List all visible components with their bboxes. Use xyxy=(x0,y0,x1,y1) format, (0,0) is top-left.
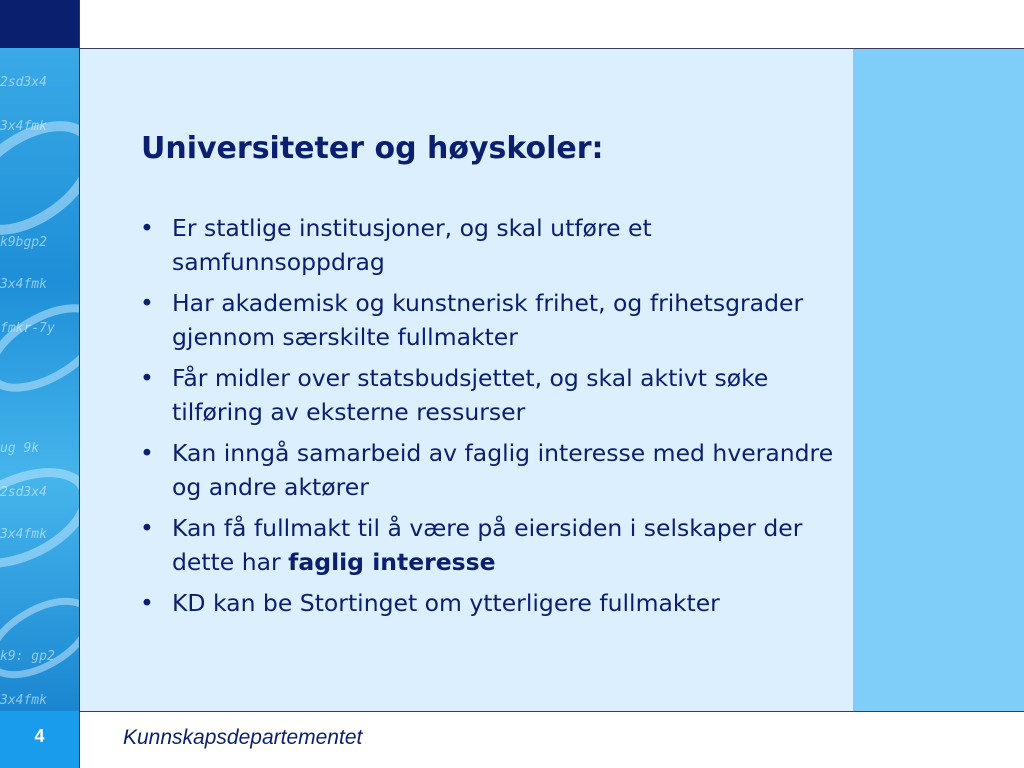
bullet-text: Får midler over statsbudsjettet, og skal aktivt søke tilføring av eksterne ressurser xyxy=(172,364,769,426)
bullet-dot: • xyxy=(140,289,154,317)
bullet-dot: • xyxy=(140,439,154,467)
svg-text:k9: gp2: k9: gp2 xyxy=(0,649,55,664)
svg-text:k9bgp2: k9bgp2 xyxy=(0,235,47,250)
bullet-list xyxy=(140,211,850,627)
bullet-text: Kan inngå samarbeid av faglig interesse med hverandre og andre aktører xyxy=(172,439,834,501)
decorative-pattern-graphic xyxy=(0,48,79,711)
bullet-text: Har akademisk og kunstnerisk frihet, og frihetsgrader gjennom særskilte fullmakter xyxy=(172,289,804,351)
bullet-dot: • xyxy=(140,214,154,242)
footer-divider xyxy=(80,711,1024,712)
svg-text:2sd3x4: 2sd3x4 xyxy=(0,75,47,90)
bullet-text: KD kan be Stortinget om ytterligere fullmakter xyxy=(172,589,720,617)
page-number-box xyxy=(0,711,79,768)
bullet-emphasis: faglig interesse xyxy=(288,548,496,576)
decorative-sidebar xyxy=(0,48,79,711)
svg-text:3x4fmk: 3x4fmk xyxy=(0,527,47,542)
bullet-text: Kan få fullmakt til å være på eiersiden i selskaper der dette har xyxy=(172,514,803,576)
bullet-dot: • xyxy=(140,589,154,617)
svg-text:3x4fmk: 3x4fmk xyxy=(0,119,47,134)
bullet-item xyxy=(140,436,850,504)
bullet-dot: • xyxy=(140,364,154,392)
bullet-item xyxy=(140,286,850,354)
svg-text:3x4fmk: 3x4fmk xyxy=(0,693,47,708)
svg-text:3x4fmk: 3x4fmk xyxy=(0,277,47,292)
slide-title: Universiteter og høyskoler: xyxy=(141,131,604,166)
page-number: 4 xyxy=(34,726,45,746)
bullet-dot: • xyxy=(140,514,154,542)
bullet-item xyxy=(140,586,850,620)
bullet-item xyxy=(140,211,850,279)
bullet-item xyxy=(140,361,850,429)
header-corner-block xyxy=(0,0,79,48)
header-area xyxy=(80,0,1024,48)
bullet-text: Er statlige institusjoner, og skal utføre et samfunnsoppdrag xyxy=(172,214,652,276)
svg-text:2sd3x4: 2sd3x4 xyxy=(0,485,47,500)
svg-text:ug 9k: ug 9k xyxy=(0,441,40,456)
right-accent-panel xyxy=(853,49,1024,711)
svg-text:fmkr-7y: fmkr-7y xyxy=(0,321,55,336)
organization-name: Kunnskapsdepartementet xyxy=(123,726,363,749)
bullet-item xyxy=(140,511,850,579)
